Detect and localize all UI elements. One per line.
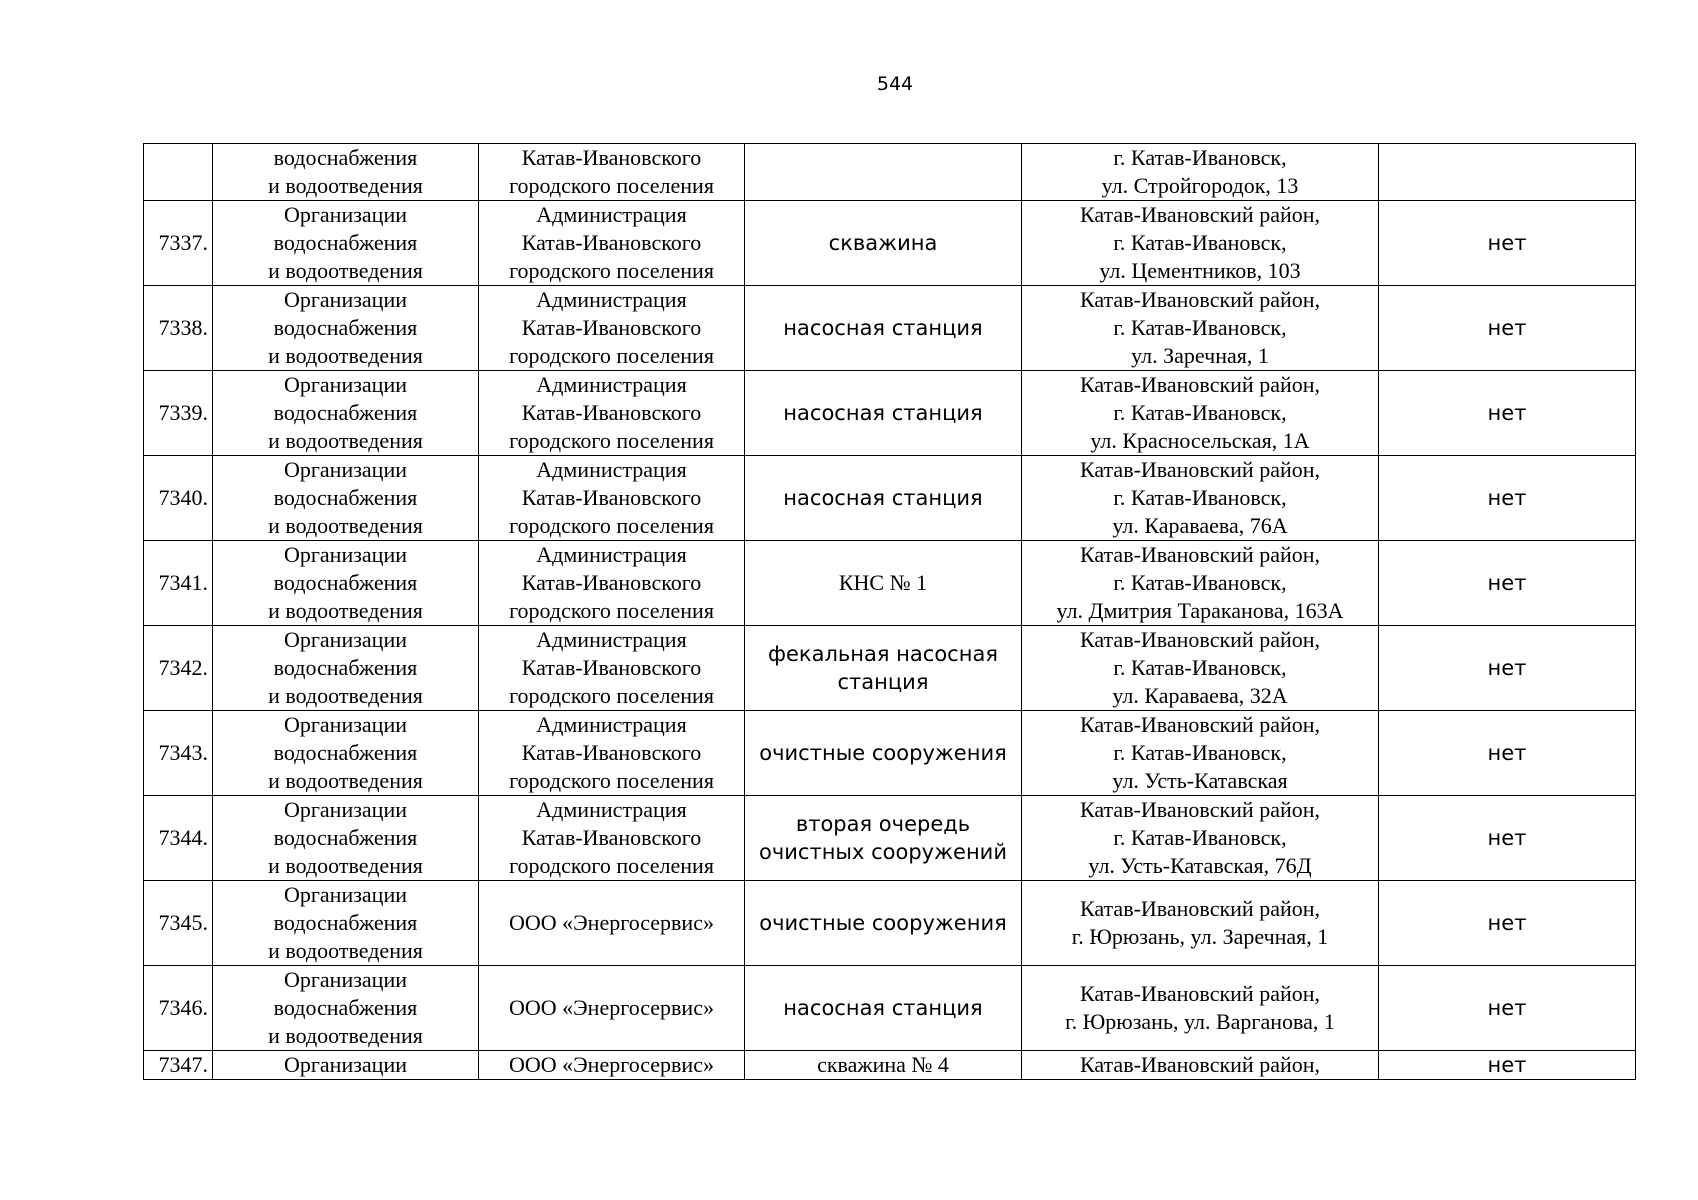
flag-cell: нет bbox=[1379, 541, 1636, 626]
flag-cell: нет bbox=[1379, 881, 1636, 966]
table-row bbox=[144, 881, 1636, 966]
owner-cell: Администрация Катав-Ивановского городского поселения bbox=[479, 626, 745, 711]
address-cell: Катав-Ивановский район, г. Катав-Ивановск, ул. Караваева, 76А bbox=[1022, 456, 1379, 541]
table-row bbox=[144, 966, 1636, 1051]
flag-cell: нет bbox=[1379, 456, 1636, 541]
address-cell: Катав-Ивановский район, bbox=[1022, 1051, 1379, 1080]
category-cell: Организации водоснабжения и водоотведения bbox=[213, 711, 479, 796]
category-cell: водоснабжения и водоотведения bbox=[213, 144, 479, 201]
category-cell: Организации водоснабжения и водоотведения bbox=[213, 456, 479, 541]
flag-cell: нет bbox=[1379, 626, 1636, 711]
row-number: 7340. bbox=[144, 456, 213, 541]
flag-cell: нет bbox=[1379, 1051, 1636, 1080]
address-cell: Катав-Ивановский район, г. Катав-Ивановск, ул. Цементников, 103 bbox=[1022, 201, 1379, 286]
flag-cell: нет bbox=[1379, 711, 1636, 796]
owner-cell: Администрация Катав-Ивановского городского поселения bbox=[479, 711, 745, 796]
row-number: 7337. bbox=[144, 201, 213, 286]
category-cell: Организации водоснабжения и водоотведения bbox=[213, 541, 479, 626]
row-number: 7341. bbox=[144, 541, 213, 626]
row-number: 7346. bbox=[144, 966, 213, 1051]
object-cell: насосная станция bbox=[745, 371, 1022, 456]
category-cell: Организации водоснабжения и водоотведения bbox=[213, 881, 479, 966]
flag-cell: нет bbox=[1379, 286, 1636, 371]
object-cell: очистные сооружения bbox=[745, 881, 1022, 966]
object-cell: скважина bbox=[745, 201, 1022, 286]
address-cell: Катав-Ивановский район, г. Катав-Ивановск, ул. Караваева, 32А bbox=[1022, 626, 1379, 711]
owner-cell: Администрация Катав-Ивановского городского поселения bbox=[479, 286, 745, 371]
address-cell: г. Катав-Ивановск, ул. Стройгородок, 13 bbox=[1022, 144, 1379, 201]
owner-cell: Администрация Катав-Ивановского городского поселения bbox=[479, 541, 745, 626]
owner-cell: ООО «Энергосервис» bbox=[479, 1051, 745, 1080]
table-row bbox=[144, 626, 1636, 711]
table-row bbox=[144, 541, 1636, 626]
category-cell: Организации водоснабжения и водоотведения bbox=[213, 371, 479, 456]
owner-cell: Администрация Катав-Ивановского городского поселения bbox=[479, 796, 745, 881]
owner-cell: ООО «Энергосервис» bbox=[479, 966, 745, 1051]
table-row bbox=[144, 711, 1636, 796]
category-cell: Организации bbox=[213, 1051, 479, 1080]
table-row bbox=[144, 456, 1636, 541]
row-number: 7347. bbox=[144, 1051, 213, 1080]
table-row bbox=[144, 796, 1636, 881]
object-cell: очистные сооружения bbox=[745, 711, 1022, 796]
object-cell: фекальная насосная станция bbox=[745, 626, 1022, 711]
flag-cell: нет bbox=[1379, 371, 1636, 456]
owner-cell: Администрация Катав-Ивановского городского поселения bbox=[479, 456, 745, 541]
row-number: 7345. bbox=[144, 881, 213, 966]
owner-cell: Администрация Катав-Ивановского городского поселения bbox=[479, 201, 745, 286]
category-cell: Организации водоснабжения и водоотведения bbox=[213, 966, 479, 1051]
category-cell: Организации водоснабжения и водоотведения bbox=[213, 201, 479, 286]
row-number: 7344. bbox=[144, 796, 213, 881]
row-number: 7343. bbox=[144, 711, 213, 796]
flag-cell: нет bbox=[1379, 796, 1636, 881]
address-cell: Катав-Ивановский район, г. Катав-Ивановск, ул. Усть-Катавская bbox=[1022, 711, 1379, 796]
category-cell: Организации водоснабжения и водоотведения bbox=[213, 286, 479, 371]
row-number: 7339. bbox=[144, 371, 213, 456]
address-cell: Катав-Ивановский район, г. Катав-Ивановск, ул. Усть-Катавская, 76Д bbox=[1022, 796, 1379, 881]
flag-cell: нет bbox=[1379, 201, 1636, 286]
object-cell: насосная станция bbox=[745, 456, 1022, 541]
object-cell: скважина № 4 bbox=[745, 1051, 1022, 1080]
registry-table bbox=[143, 143, 1636, 1080]
object-cell: вторая очередь очистных сооружений bbox=[745, 796, 1022, 881]
category-cell: Организации водоснабжения и водоотведения bbox=[213, 796, 479, 881]
row-number: 7342. bbox=[144, 626, 213, 711]
address-cell: Катав-Ивановский район, г. Юрюзань, ул. Варганова, 1 bbox=[1022, 966, 1379, 1051]
flag-cell: нет bbox=[1379, 966, 1636, 1051]
object-cell bbox=[745, 144, 1022, 201]
address-cell: Катав-Ивановский район, г. Катав-Ивановск, ул. Дмитрия Тараканова, 163А bbox=[1022, 541, 1379, 626]
flag-cell bbox=[1379, 144, 1636, 201]
address-cell: Катав-Ивановский район, г. Катав-Ивановск, ул. Заречная, 1 bbox=[1022, 286, 1379, 371]
owner-cell: Катав-Ивановского городского поселения bbox=[479, 144, 745, 201]
table-row bbox=[144, 286, 1636, 371]
object-cell: насосная станция bbox=[745, 286, 1022, 371]
object-cell: насосная станция bbox=[745, 966, 1022, 1051]
address-cell: Катав-Ивановский район, г. Катав-Ивановск, ул. Красносельская, 1А bbox=[1022, 371, 1379, 456]
owner-cell: Администрация Катав-Ивановского городского поселения bbox=[479, 371, 745, 456]
table-row bbox=[144, 144, 1636, 201]
table-row bbox=[144, 1051, 1636, 1080]
category-cell: Организации водоснабжения и водоотведения bbox=[213, 626, 479, 711]
address-cell: Катав-Ивановский район, г. Юрюзань, ул. Заречная, 1 bbox=[1022, 881, 1379, 966]
owner-cell: ООО «Энергосервис» bbox=[479, 881, 745, 966]
table-row bbox=[144, 201, 1636, 286]
row-number: 7338. bbox=[144, 286, 213, 371]
object-cell: КНС № 1 bbox=[745, 541, 1022, 626]
table-row bbox=[144, 371, 1636, 456]
row-number bbox=[144, 144, 213, 201]
page-number: 544 bbox=[876, 73, 914, 95]
